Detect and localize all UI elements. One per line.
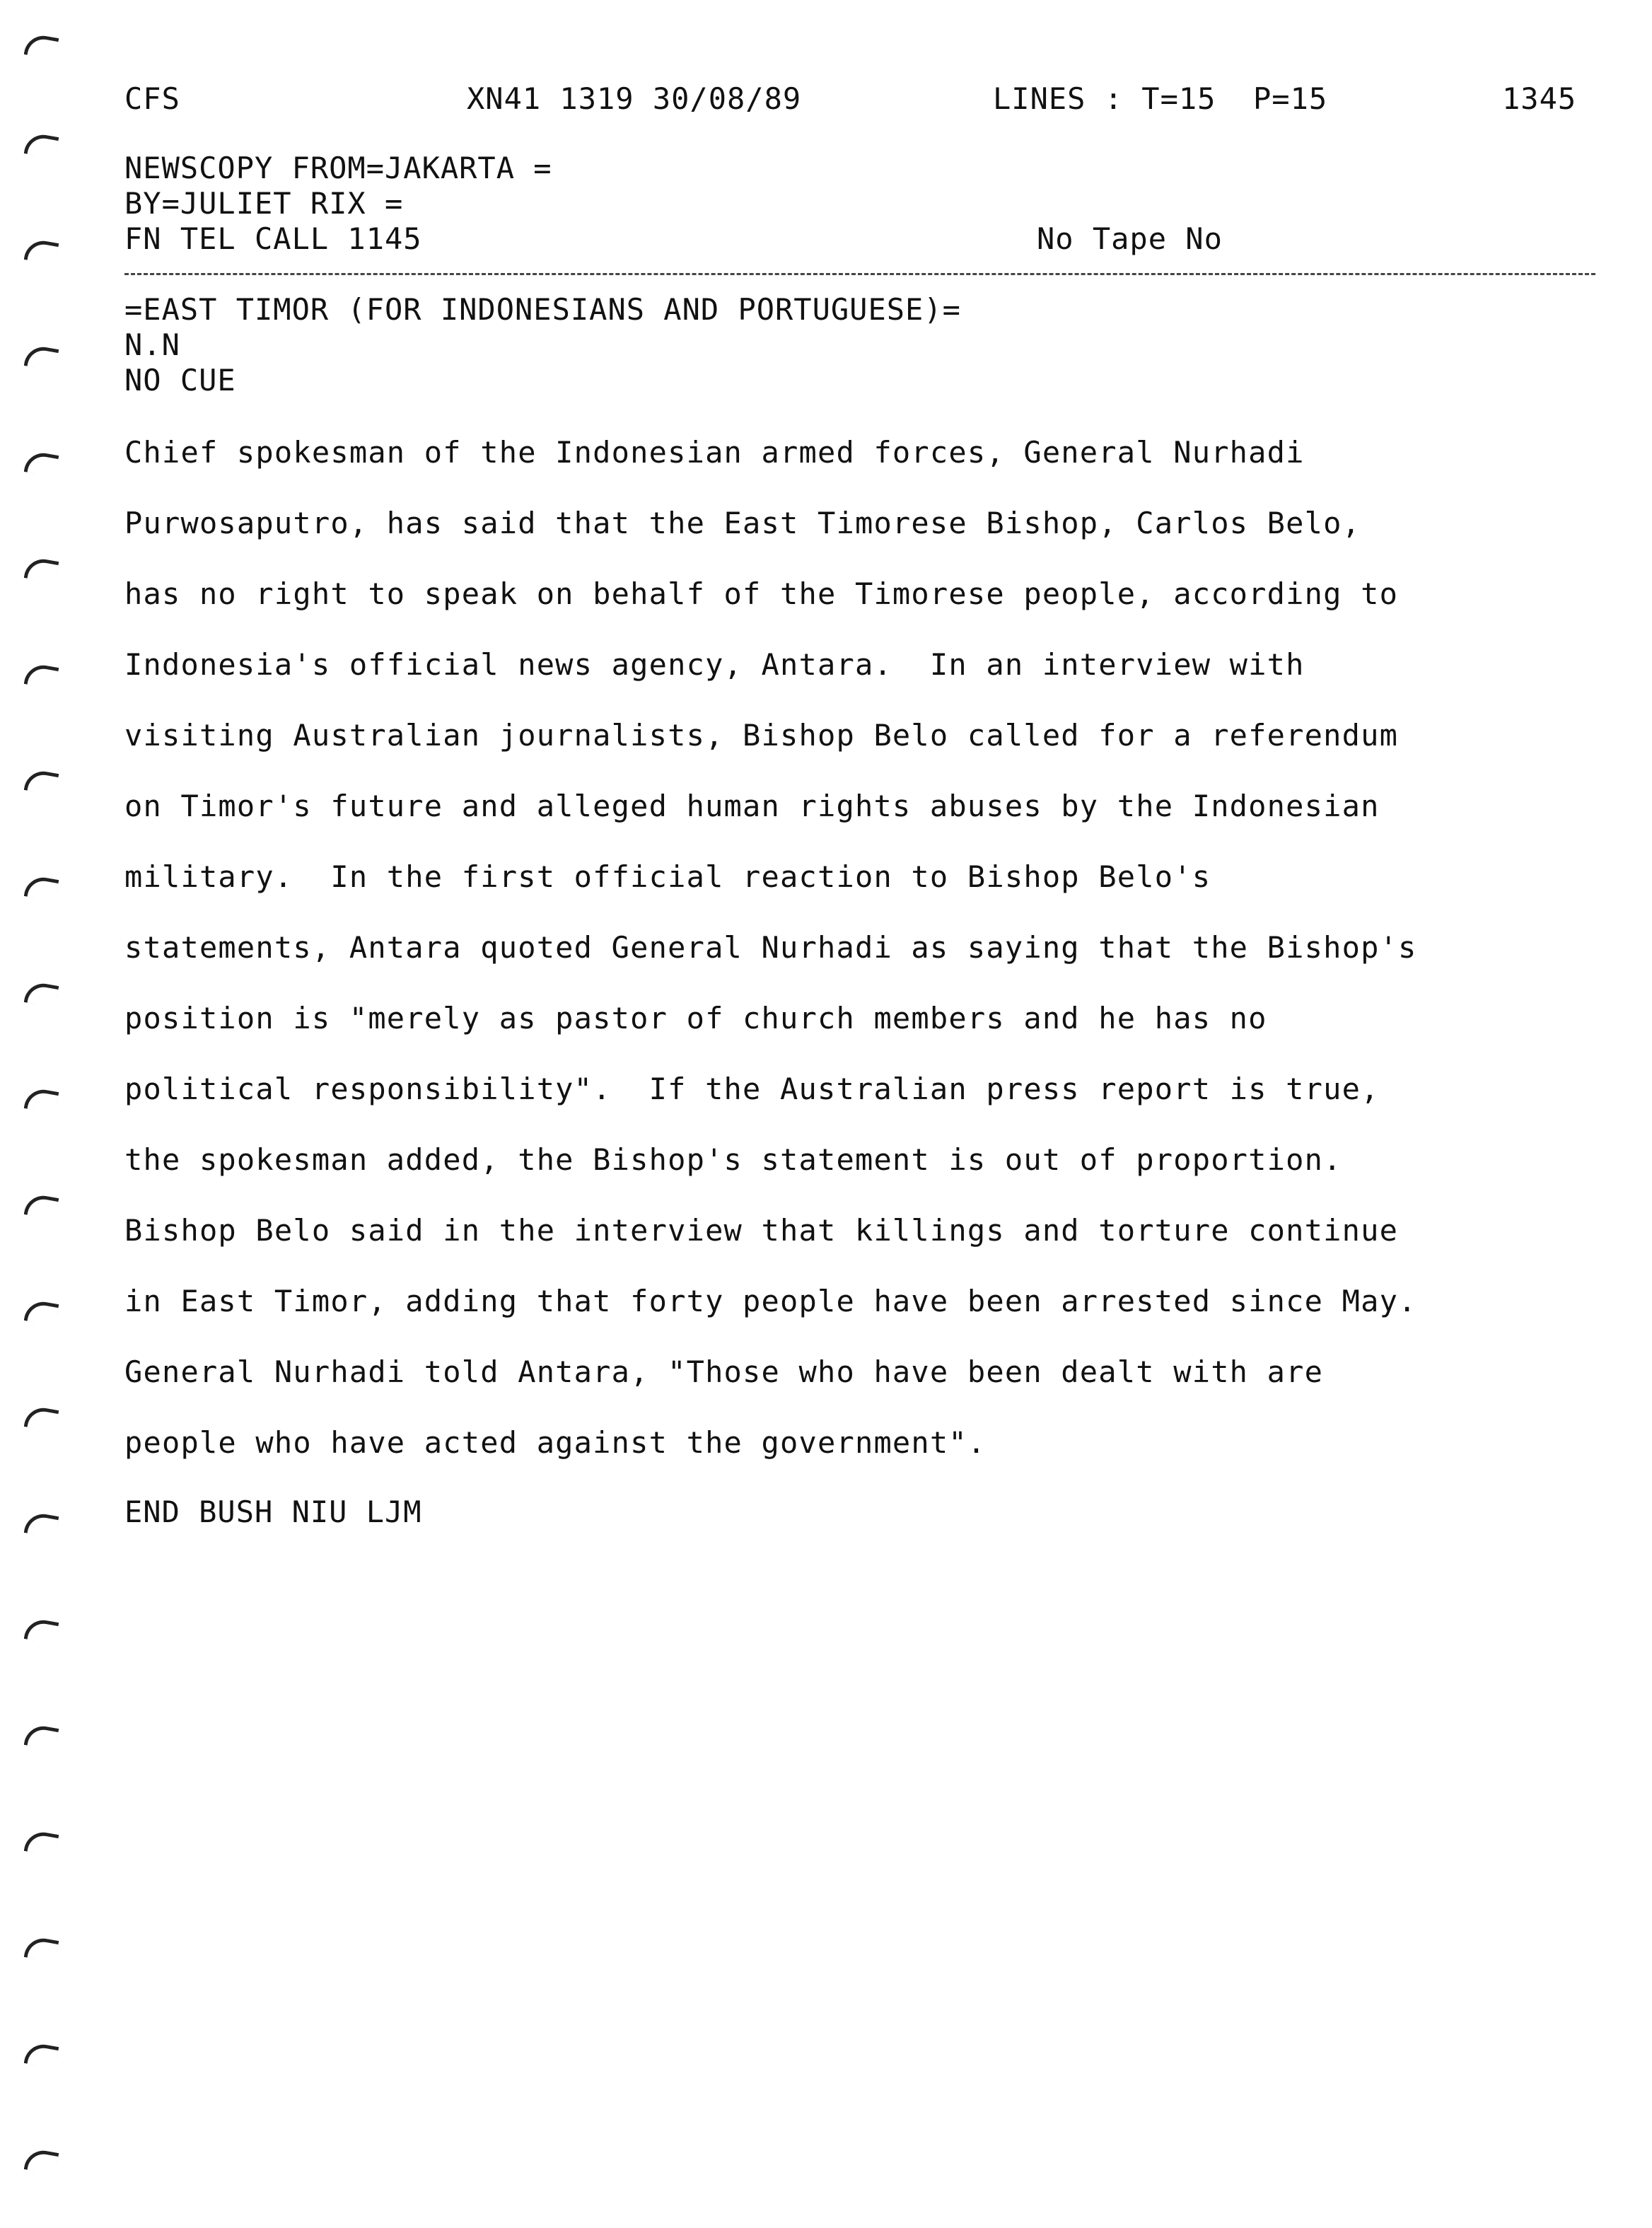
- header-source: CFS: [124, 81, 180, 116]
- punch-hole-icon: [24, 1405, 59, 1432]
- punch-hole-icon: [24, 556, 59, 583]
- punch-hole-icon: [24, 238, 59, 265]
- punch-hole-icon: [24, 1299, 59, 1325]
- byline: BY=JULIET RIX =: [124, 186, 404, 221]
- punch-hole-icon: [24, 132, 59, 158]
- punch-hole-icon: [24, 1723, 59, 1750]
- punch-hole-icon: [24, 2041, 59, 2068]
- body-line: position is "merely as pastor of church members and he has no: [124, 1001, 1267, 1035]
- punch-hole-icon: [24, 1086, 59, 1113]
- body-line: Purwosaputro, has said that the East Timorese Bishop, Carlos Belo,: [124, 506, 1361, 540]
- body-line: statements, Antara quoted General Nurhadi as saying that the Bishop's: [124, 930, 1417, 965]
- body-line: General Nurhadi told Antara, "Those who have been dealt with are: [124, 1354, 1324, 1389]
- tape-line: No Tape No: [1037, 221, 1223, 256]
- punch-hole-icon: [24, 1829, 59, 1856]
- body-line: on Timor's future and alleged human rights abuses by the Indonesian: [124, 789, 1380, 823]
- header-number: 1345: [1502, 81, 1577, 116]
- punch-hole-icon: [24, 33, 59, 59]
- punch-hole-icon: [24, 1193, 59, 1219]
- body-line: Indonesia's official news agency, Antara. In an interview with: [124, 647, 1305, 682]
- punch-hole-icon: [24, 1511, 59, 1538]
- body-line: people who have acted against the government".: [124, 1425, 987, 1460]
- punch-hole-icon: [24, 1935, 59, 1962]
- punch-hole-icon: [24, 662, 59, 689]
- punch-hole-icon: [24, 344, 59, 371]
- slug-cue: NO CUE: [124, 363, 236, 398]
- header-ref: XN41 1319 30/08/89: [467, 81, 802, 116]
- body-line: Chief spokesman of the Indonesian armed forces, General Nurhadi: [124, 435, 1305, 470]
- fn-line: FN TEL CALL 1145: [124, 221, 422, 256]
- body-line: visiting Australian journalists, Bishop Belo called for a referendum: [124, 718, 1399, 753]
- punch-hole-icon: [24, 874, 59, 901]
- punch-hole-icon: [24, 450, 59, 477]
- body-line: political responsibility". If the Australian press report is true,: [124, 1072, 1380, 1106]
- punch-hole-icon: [24, 1617, 59, 1644]
- body-line: Bishop Belo said in the interview that killings and torture continue: [124, 1213, 1399, 1248]
- body-line: the spokesman added, the Bishop's statement is out of proportion.: [124, 1142, 1342, 1177]
- divider: [124, 273, 1595, 275]
- body-line: military. In the first official reaction to Bishop Belo's: [124, 859, 1211, 894]
- punch-hole-icon: [24, 980, 59, 1007]
- newscopy-line: NEWSCOPY FROM=JAKARTA =: [124, 151, 552, 185]
- body-line: has no right to speak on behalf of the Timorese people, according to: [124, 576, 1399, 611]
- slug-title: =EAST TIMOR (FOR INDONESIANS AND PORTUGUESE)=: [124, 292, 961, 327]
- header-lines: LINES : T=15 P=15: [993, 81, 1328, 116]
- slug-nn: N.N: [124, 327, 180, 362]
- body-line: in East Timor, adding that forty people have been arrested since May.: [124, 1284, 1417, 1318]
- punch-hole-icon: [24, 768, 59, 795]
- punch-hole-icon: [24, 2147, 59, 2174]
- end-line: END BUSH NIU LJM: [124, 1495, 422, 1529]
